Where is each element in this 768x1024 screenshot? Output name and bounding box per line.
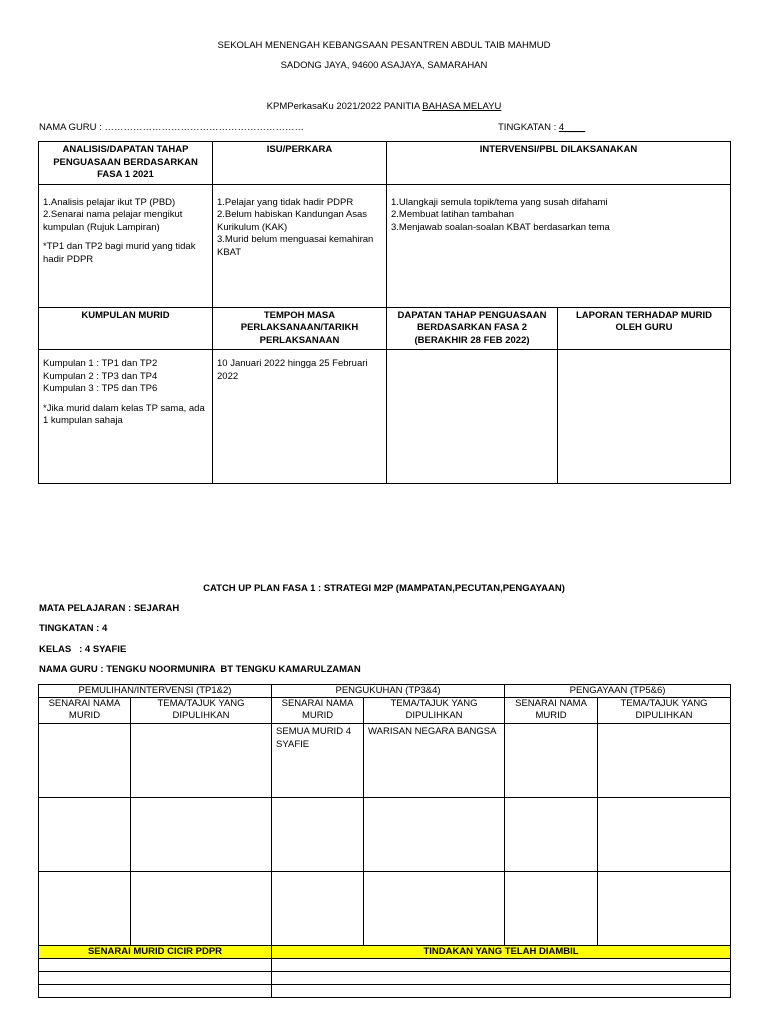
school-name: SEKOLAH MENENGAH KEBANGSAAN PESANTREN ABDUL TAIB MAHMUD — [217, 40, 551, 51]
cell-duration: 10 Januari 2022 hingga 25 Februari 2022 — [213, 350, 387, 484]
sub-header-name: SENARAI NAMA MURID — [39, 698, 131, 724]
cell-all-students: SEMUA MURID 4 SYAFIE — [272, 724, 364, 798]
cell-student-group — [39, 350, 213, 484]
table-cell — [131, 872, 272, 946]
blank-row-cell — [272, 972, 731, 985]
intervention-line: 1.Ulangkaji semula topik/tema yang susah difahami — [391, 196, 608, 208]
header-teacher-report: LAPORAN TERHADAP MURID OLEH GURU — [558, 307, 731, 350]
cell-intervention — [387, 184, 731, 307]
group-line: *Jika murid dalam kelas TP sama, ada 1 kumpulan sahaja — [43, 402, 205, 426]
catch-up-plan-title: CATCH UP PLAN FASA 1 : STRATEGI M2P (MAMPATAN,PECUTAN,PENGAYAAN) — [203, 583, 565, 594]
table-cell — [131, 724, 272, 798]
group-pemulihan: PEMULIHAN/INTERVENSI (TP1&2) — [39, 685, 272, 698]
intervention-line: 3.Menjawab soalan-soalan KBAT berdasarkan tema — [391, 221, 610, 233]
table-cell — [505, 872, 598, 946]
group-line: Kumpulan 1 : TP1 dan TP2 — [43, 358, 158, 369]
table-cell — [598, 724, 731, 798]
header-analysis: ANALISIS/DAPATAN TAHAP PENGUASAAN BERDASARKAN FASA 1 2021 — [39, 142, 213, 185]
cell-topic: WARISAN NEGARA BANGSA — [364, 724, 505, 798]
table-cell — [131, 798, 272, 872]
analysis-table — [38, 141, 731, 484]
cell-teacher-report — [558, 350, 731, 484]
sub-header-topic: TEMA/TAJUK YANG DIPULIHKAN — [598, 698, 731, 724]
table-cell — [364, 872, 505, 946]
table-cell — [39, 872, 131, 946]
header-duration: TEMPOH MASA PERLAKSANAAN/TARIKH PERLAKSANAAN — [213, 307, 387, 350]
analysis-line: 1.Analisis pelajar ikut TP (PBD) — [43, 196, 176, 208]
table-cell — [272, 798, 364, 872]
blank-row-cell — [272, 985, 731, 998]
teacher-field: NAMA GURU : TENGKU NOORMUNIRA BT TENGKU KAMARULZAMAN — [39, 664, 361, 675]
blank-row-cell — [272, 959, 731, 972]
form-level-field — [498, 122, 585, 133]
program-title — [0, 101, 768, 112]
table-cell — [598, 798, 731, 872]
sub-header-topic: TEMA/TAJUK YANG DIPULIHKAN — [364, 698, 505, 724]
cell-analysis — [39, 184, 213, 307]
group-line: Kumpulan 3 : TP5 dan TP6 — [43, 383, 158, 394]
dropout-students-header: SENARAI MURID CICIR PDPR — [39, 946, 272, 959]
group-pengayaan: PENGAYAAN (TP5&6) — [505, 685, 731, 698]
issue-line: 3.Murid belum menguasai kemahiran KBAT — [217, 234, 374, 258]
sub-header-topic: TEMA/TAJUK YANG DIPULIHKAN — [131, 698, 272, 724]
form-level-value: 4____ — [558, 122, 586, 133]
header-issue: ISU/PERKARA — [213, 142, 387, 185]
cell-phase2-result — [387, 350, 558, 484]
cell-issue — [213, 184, 387, 307]
table-cell — [505, 798, 598, 872]
group-line: Kumpulan 2 : TP3 dan TP4 — [43, 370, 158, 382]
header-intervention: INTERVENSI/PBL DILAKSANAKAN — [387, 142, 731, 185]
teacher-name-field: NAMA GURU : ……………………………………………………… — [39, 122, 304, 133]
program-prefix: KPMPerkasaKu 2021/2022 PANITIA — [266, 101, 423, 112]
actions-taken-header: TINDAKAN YANG TELAH DIAMBIL — [272, 946, 731, 959]
table-cell — [598, 872, 731, 946]
blank-row-cell — [39, 972, 272, 985]
blank-row-cell — [39, 985, 272, 998]
table-cell — [39, 724, 131, 798]
header-phase2-result: DAPATAN TAHAP PENGUASAAN BERDASARKAN FASA 2 (BERAKHIR 28 FEB 2022) — [387, 307, 558, 350]
issue-line: 1.Pelajar yang tidak hadir PDPR — [217, 196, 354, 208]
school-address: SADONG JAYA, 94600 ASAJAYA, SAMARAHAN — [280, 60, 488, 71]
sub-header-name: SENARAI NAMA MURID — [505, 698, 598, 724]
class-field: KELAS : 4 SYAFIE — [39, 644, 127, 655]
analysis-line: 2.Senarai nama pelajar mengikut kumpulan (Rujuk Lampiran) — [43, 209, 183, 233]
analysis-line: *TP1 dan TP2 bagi murid yang tidak hadir PDPR — [43, 241, 196, 265]
form-level-label: TINGKATAN : — [498, 122, 559, 133]
issue-line: 2.Belum habiskan Kandungan Asas Kurikulum (KAK) — [217, 209, 367, 233]
form-field: TINGKATAN : 4 — [39, 623, 108, 634]
program-subject: BAHASA MELAYU — [422, 101, 502, 112]
m2p-table — [38, 684, 731, 998]
table-cell — [272, 872, 364, 946]
table-cell — [364, 798, 505, 872]
header-student-group: KUMPULAN MURID — [39, 307, 213, 350]
subject-field: MATA PELAJARAN : SEJARAH — [39, 603, 180, 614]
intervention-line: 2.Membuat latihan tambahan — [391, 209, 515, 220]
group-spacer — [43, 396, 208, 403]
analysis-spacer — [43, 234, 208, 241]
group-pengukuhan: PENGUKUHAN (TP3&4) — [272, 685, 505, 698]
table-cell — [505, 724, 598, 798]
blank-row-cell — [39, 959, 272, 972]
sub-header-name: SENARAI NAMA MURID — [272, 698, 364, 724]
table-cell — [39, 798, 131, 872]
